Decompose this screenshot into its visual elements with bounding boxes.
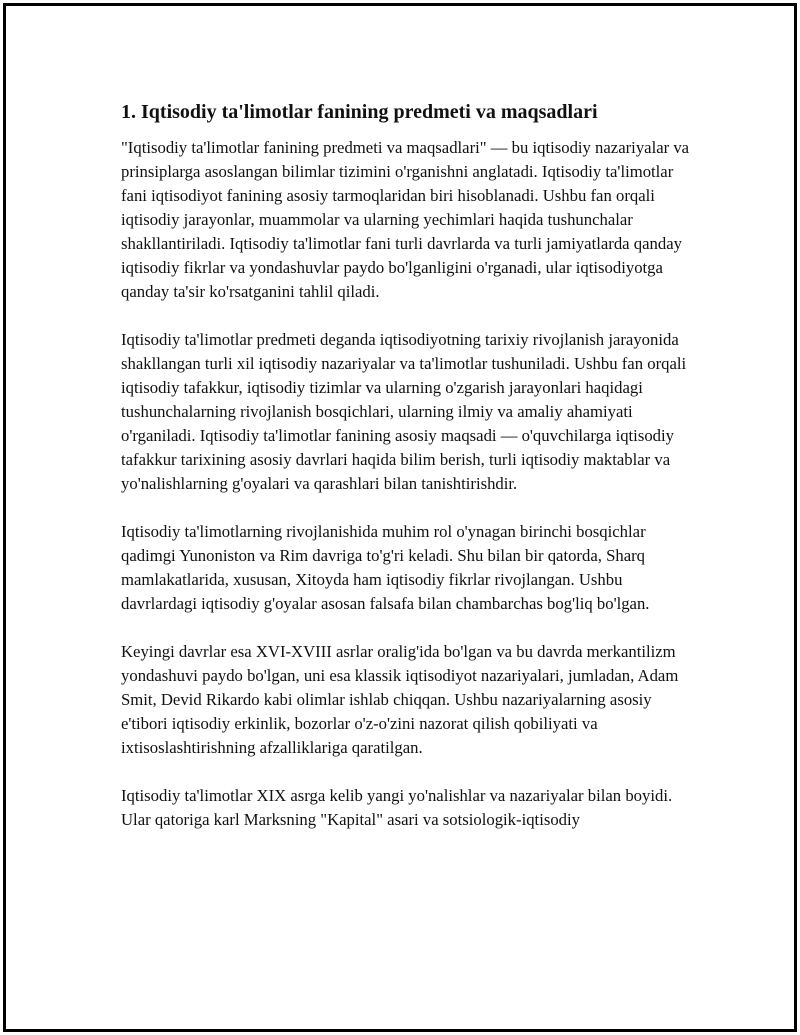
paragraph-4: Keyingi davrlar esa XVI-XVIII asrlar oralig'ida bo'lgan va bu davrda merkantilizm yondashuvi paydo bo'lgan, uni esa klassik iqtisodiyot nazariyalari, jumladan, Adam Smit, Devid Rikardo kabi olimlar ishlab chiqqan. Ushbu nazariyalarning asosiy e'tibori iqtisodiy erkinlik, bozorlar o'z-o'zini nazorat qilish qobiliyati va ixtisoslashtirishning afzalliklariga qaratilgan. (121, 642, 679, 757)
section-heading: 1. Iqtisodiy ta'limotlar fanining predmeti va maqsadlari (121, 101, 598, 123)
paragraph-2: Iqtisodiy ta'limotlar predmeti deganda iqtisodiyotning tarixiy rivojlanish jarayonida shakllangan turli xil iqtisodiy nazariyalar va ta'limotlar tushuniladi. Ushbu fan orqali iqtisodiy tafakkur, iqtisodiy tizimlar va ularning o'zgarish jarayonlari haqidagi tushunchalarning rivojlanish bosqichlari, ularning ilmiy va amaliy ahamiyati o'rganiladi. Iqtisodiy ta'limotlar fanining asosiy maqsadi — o'quvchilarga iqtisodiy tafakkur tarixining asosiy davrlari haqida bilim berish, turli iqtisodiy maktablar va yo'nalishlarning g'oyalari va qarashlari bilan tanishtirishdir. (121, 330, 687, 493)
paragraph-5: Iqtisodiy ta'limotlar XIX asrga kelib yangi yo'nalishlar va nazariyalar bilan boyidi. Ular qatoriga karl Marksning "Kapital" asari va sotsiologik-iqtisodiy (121, 786, 673, 829)
page-border (3, 3, 797, 1032)
paragraph-3: Iqtisodiy ta'limotlarning rivojlanishida muhim rol o'ynagan birinchi bosqichlar qadimgi Yunoniston va Rim davriga to'g'ri keladi. Shu bilan bir qatorda, Sharq mamlakatlarida, xususan, Xitoyda ham iqtisodiy fikrlar rivojlangan. Ushbu davrlardagi iqtisodiy g'oyalar asosan falsafa bilan chambarchas bog'liq bo'lgan. (121, 522, 650, 613)
paragraph-1: "Iqtisodiy ta'limotlar fanining predmeti va maqsadlari" — bu iqtisodiy nazariyalar va prinsiplarga asoslangan bilimlar tizimini o'rganishni anglatadi. Iqtisodiy ta'limotlar fani iqtisodiyot fanining asosiy tarmoqlaridan biri hisoblanadi. Ushbu fan orqali iqtisodiy jarayonlar, muammolar va ularning yechimlari haqida tushunchalar shakllantiriladi. Iqtisodiy ta'limotlar fani turli davrlarda va turli jamiyatlarda qanday iqtisodiy fikrlar va yondashuvlar paydo bo'lganligini o'rganadi, ular iqtisodiyotga qanday ta'sir ko'rsatganini tahlil qiladi. (121, 138, 690, 301)
document-body (121, 98, 691, 856)
